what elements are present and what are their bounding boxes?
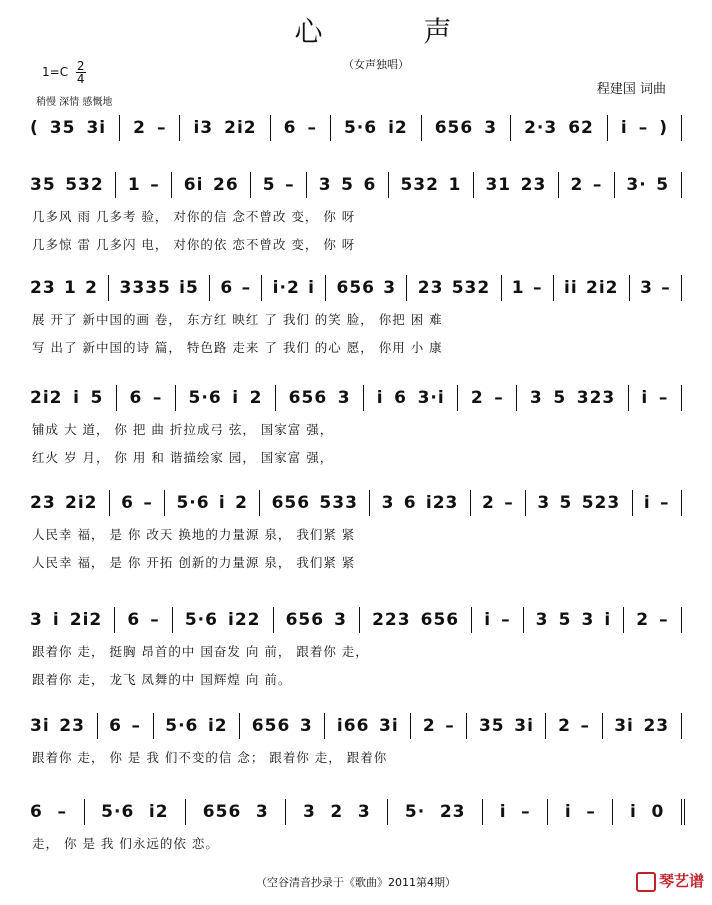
note-group: 2i2	[69, 610, 103, 630]
note-group: i	[484, 610, 492, 630]
note-group: 2	[249, 388, 263, 408]
note-group: 1	[63, 278, 77, 298]
note-group: i	[630, 802, 637, 822]
note-group: 5	[262, 175, 276, 195]
bar-line	[84, 799, 85, 825]
notes-line	[30, 378, 684, 418]
bar-line	[410, 713, 411, 739]
note-group: i2	[148, 802, 169, 822]
note-group: 5·6	[343, 118, 378, 138]
notes-line	[30, 268, 684, 308]
lyric-line: 铺成 大 道， 你 把 曲 折拉成弓 弦， 国家富 强，	[32, 422, 334, 437]
source-note: （空谷清音抄录于《歌曲》2011第4期）	[256, 876, 456, 889]
bar-line	[457, 385, 458, 411]
lyric-line: 红火 岁 月， 你 用 和 谐描绘家 园， 国家富 强，	[32, 450, 334, 465]
bar-line	[558, 172, 559, 198]
note-group: –	[660, 493, 670, 513]
note-group: (	[30, 118, 39, 138]
note-group: 6	[129, 388, 143, 408]
note-group: 31	[485, 175, 512, 195]
note-group: –	[532, 278, 543, 298]
bar-line	[164, 490, 165, 516]
song-subtitle: （女声独唱）	[343, 58, 409, 71]
staff-row	[30, 792, 684, 832]
note-group: –	[445, 716, 455, 736]
note-group: 5	[90, 388, 104, 408]
note-group: 3·i	[417, 388, 445, 408]
note-group: 2i2	[224, 118, 257, 138]
note-group: –	[638, 118, 649, 138]
lyric-line: 跟着你 走， 龙飞 凤舞的中 国辉煌 向 前。	[32, 672, 292, 687]
note-group: –	[150, 175, 160, 195]
staff-row	[30, 165, 684, 205]
bar-line	[116, 385, 117, 411]
bar-line	[681, 385, 682, 411]
note-group: 6	[394, 388, 407, 408]
bar-line	[172, 607, 173, 633]
lyric-line: 写 出了 新中国的诗 篇， 特色路 走来 了 我们 的心 愿， 你用 小 康	[32, 340, 443, 355]
note-group: 656	[434, 118, 474, 138]
bar-line	[179, 115, 180, 141]
bar-line	[275, 385, 276, 411]
note-group: 23	[30, 493, 56, 513]
note-group: 656	[251, 716, 291, 736]
note-group: –	[504, 493, 514, 513]
note-group: 3	[484, 118, 498, 138]
note-group: –	[659, 610, 669, 630]
note-group: –	[580, 716, 591, 736]
note-group: 2i2	[30, 388, 63, 408]
note-group: i	[308, 278, 315, 298]
note-group: 2	[558, 716, 571, 736]
staff-row	[30, 483, 684, 523]
note-group: 3	[299, 716, 313, 736]
bar-line	[602, 713, 603, 739]
note-group: 3i	[614, 716, 634, 736]
note-group: 532	[451, 278, 491, 298]
bar-line	[547, 799, 548, 825]
lyric-line: 人民幸 福， 是 你 开拓 创新的力量源 泉， 我们紧 紧	[32, 555, 356, 570]
note-group: ii	[564, 278, 578, 298]
note-group: 1	[511, 278, 525, 298]
note-group: –	[150, 610, 160, 630]
bar-line	[175, 385, 176, 411]
note-group: )	[659, 118, 668, 138]
time-denominator: 4	[76, 72, 85, 86]
note-group: –	[521, 802, 531, 822]
note-group: 3	[640, 278, 653, 298]
note-group: –	[285, 175, 295, 195]
note-group: –	[131, 716, 142, 736]
note-group: i	[73, 388, 80, 408]
bar-line	[607, 115, 608, 141]
bar-line	[388, 172, 389, 198]
bar-line	[261, 275, 262, 301]
notes-line	[30, 792, 684, 832]
bar-line	[285, 799, 286, 825]
notes-line	[30, 706, 684, 746]
bar-line	[324, 713, 325, 739]
bar-line	[501, 275, 502, 301]
note-group: 5·6	[101, 802, 135, 822]
note-group: 223	[372, 610, 411, 630]
notes-line	[30, 165, 684, 205]
note-group: 3	[381, 493, 395, 513]
bar-line	[306, 172, 307, 198]
bar-line	[681, 275, 682, 301]
note-group: –	[143, 493, 153, 513]
bar-line	[171, 172, 172, 198]
tempo-marking: 稍慢 深情 感慨地	[36, 97, 113, 108]
note-group: 3	[337, 388, 351, 408]
bar-line	[97, 713, 98, 739]
lyric-line: 人民幸 福， 是 你 改天 换地的力量源 泉， 我们紧 紧	[32, 527, 356, 542]
note-group: –	[494, 388, 504, 408]
bar-line	[119, 115, 120, 141]
bar-line	[516, 385, 517, 411]
song-title: 心 声	[294, 15, 498, 48]
note-group: 5	[559, 493, 573, 513]
note-group: 2	[470, 388, 484, 408]
note-group: 3335	[119, 278, 171, 298]
bar-line	[681, 713, 682, 739]
bar-line	[482, 799, 483, 825]
note-group: i2	[207, 716, 228, 736]
logo-text: 琴艺谱	[658, 872, 704, 890]
note-group: i·2	[272, 278, 300, 298]
lyric-line: 走， 你 是 我 们永远的依 恋。	[32, 836, 219, 851]
note-group: –	[586, 802, 596, 822]
note-group: 23	[30, 278, 56, 298]
lyric-line: 跟着你 走， 挺胸 昂首的中 国奋发 向 前， 跟着你 走，	[32, 644, 369, 659]
bar-line	[153, 713, 154, 739]
note-group: 5	[553, 388, 567, 408]
bar-line	[681, 607, 682, 633]
note-group: 5·	[404, 802, 426, 822]
notes-line	[30, 600, 684, 640]
bar-line	[471, 607, 472, 633]
notes-line	[30, 483, 684, 523]
note-group: 0	[651, 802, 665, 822]
notes-line	[30, 108, 684, 148]
bar-line	[109, 490, 110, 516]
note-group: 35	[49, 118, 76, 138]
note-group: i22	[228, 610, 261, 630]
key-signature	[42, 60, 86, 85]
note-group: 6	[403, 493, 417, 513]
bar-line	[239, 713, 240, 739]
bar-line	[470, 490, 471, 516]
note-group: –	[156, 118, 167, 138]
bar-line	[359, 607, 360, 633]
note-group: i5	[179, 278, 199, 298]
note-group: 533	[319, 493, 358, 513]
note-group: i	[499, 802, 507, 822]
bar-line	[632, 490, 633, 516]
note-group: 3	[318, 175, 332, 195]
note-group: 3	[334, 610, 347, 630]
note-group: 1	[127, 175, 141, 195]
note-group: 6i	[183, 175, 204, 195]
note-group: 3i	[86, 118, 107, 138]
bar-line	[330, 115, 331, 141]
note-group: –	[57, 802, 67, 822]
note-group: 35	[30, 175, 56, 195]
note-group: 656	[271, 493, 311, 513]
lyric-line: 几多风 雨 几多考 验， 对你的信 念不曾改 变， 你 呀	[32, 209, 356, 224]
note-group: 3	[581, 610, 595, 630]
note-group: i	[643, 493, 651, 513]
lyric-line: 展 开了 新中国的画 卷， 东方红 映红 了 我们 的笑 脸， 你把 困 难	[32, 312, 443, 327]
note-group: 62	[568, 118, 594, 138]
note-group: 5	[341, 175, 354, 195]
note-group: i23	[425, 493, 459, 513]
note-group: 3i	[30, 716, 50, 736]
note-group: 3	[255, 802, 269, 822]
note-group: 3	[30, 610, 43, 630]
note-group: 23	[520, 175, 547, 195]
note-group: 23	[643, 716, 670, 736]
note-group: 5	[558, 610, 572, 630]
bar-line	[628, 385, 629, 411]
note-group: 2i2	[585, 278, 619, 298]
bar-line	[614, 172, 615, 198]
note-group: 23	[439, 802, 466, 822]
bar-line	[473, 172, 474, 198]
note-group: 2	[570, 175, 584, 195]
note-group: 3i	[379, 716, 399, 736]
site-logo	[636, 870, 704, 892]
note-group: 6	[30, 802, 43, 822]
bar-line	[369, 490, 370, 516]
note-group: 532	[400, 175, 439, 195]
note-group: 1	[448, 175, 462, 195]
note-group: 6	[363, 175, 377, 195]
note-group: 2	[636, 610, 650, 630]
bar-line	[525, 490, 526, 516]
bar-line	[114, 607, 115, 633]
note-group: 6	[121, 493, 134, 513]
bar-line	[681, 799, 682, 825]
note-group: 2	[235, 493, 248, 513]
note-group: 5	[656, 175, 670, 195]
bar-line	[629, 275, 630, 301]
staff-row	[30, 268, 684, 308]
bar-line	[273, 607, 274, 633]
note-group: 6	[283, 118, 297, 138]
key-text: 1=C	[42, 65, 69, 79]
note-group: 5·6	[184, 610, 218, 630]
bar-line	[612, 799, 613, 825]
note-group: 26	[213, 175, 239, 195]
note-group: –	[658, 388, 669, 408]
note-group: 6	[127, 610, 141, 630]
bar-line	[108, 275, 109, 301]
composer-credit: 程建国 词曲	[596, 82, 666, 97]
note-group: i	[376, 388, 384, 408]
bar-line	[259, 490, 260, 516]
bar-line	[623, 607, 624, 633]
note-group: 6	[220, 278, 234, 298]
note-group: 5·6	[176, 493, 210, 513]
note-group: 23	[59, 716, 85, 736]
staff-row	[30, 706, 684, 746]
note-group: 23	[417, 278, 444, 298]
bar-line	[681, 115, 682, 141]
bar-line	[209, 275, 210, 301]
note-group: 2	[85, 278, 98, 298]
note-group: 2	[330, 802, 344, 822]
bar-line	[363, 385, 364, 411]
bar-line	[250, 172, 251, 198]
note-group: i	[564, 802, 572, 822]
note-group: 656	[288, 388, 328, 408]
note-group: i66	[336, 716, 370, 736]
bar-line	[510, 115, 511, 141]
staff-row	[30, 108, 684, 148]
note-group: –	[661, 278, 671, 298]
bar-line	[553, 275, 554, 301]
note-group: –	[241, 278, 252, 298]
note-group: 2	[422, 716, 436, 736]
lyric-line: 几多惊 雷 几多闪 电， 对你的依 恋不曾改 变， 你 呀	[32, 237, 356, 252]
note-group: –	[501, 610, 511, 630]
bar-line	[115, 172, 116, 198]
note-group: 656	[285, 610, 325, 630]
bar-line	[681, 490, 682, 516]
bar-line	[185, 799, 186, 825]
note-group: 523	[581, 493, 621, 513]
note-group: i	[604, 610, 612, 630]
note-group: 5·6	[165, 716, 199, 736]
note-group: 3	[383, 278, 397, 298]
note-group: 532	[65, 175, 104, 195]
note-group: i	[52, 610, 60, 630]
bar-line	[466, 713, 467, 739]
bar-line	[406, 275, 407, 301]
note-group: 2·3	[524, 118, 558, 138]
bar-line	[387, 799, 388, 825]
bar-line	[523, 607, 524, 633]
note-group: 3	[302, 802, 316, 822]
logo-icon	[636, 872, 656, 892]
note-group: 656	[202, 802, 242, 822]
bar-line	[545, 713, 546, 739]
note-group: i	[218, 493, 226, 513]
note-group: 2i2	[65, 493, 98, 513]
note-group: –	[307, 118, 317, 138]
note-group: 323	[576, 388, 616, 408]
time-signature	[76, 60, 86, 85]
note-group: –	[152, 388, 163, 408]
note-group: 2	[133, 118, 146, 138]
bar-line	[421, 115, 422, 141]
note-group: i3	[193, 118, 214, 138]
note-group: 5·6	[188, 388, 222, 408]
note-group: 3·	[626, 175, 647, 195]
lyric-line: 跟着你 走， 你 是 我 们不变的信 念； 跟着你 走， 跟着你	[32, 750, 388, 765]
note-group: 3	[535, 610, 549, 630]
note-group: i	[620, 118, 628, 138]
bar-line	[270, 115, 271, 141]
note-group: 3	[537, 493, 551, 513]
note-group: 3	[529, 388, 543, 408]
note-group: 3i	[514, 716, 534, 736]
note-group: 656	[420, 610, 460, 630]
bar-line	[325, 275, 326, 301]
bar-line	[681, 172, 682, 198]
note-group: i	[232, 388, 240, 408]
note-group: 35	[478, 716, 505, 736]
note-group: i2	[388, 118, 408, 138]
note-group: 2	[482, 493, 495, 513]
staff-row	[30, 378, 684, 418]
note-group: –	[592, 175, 603, 195]
note-group: 656	[336, 278, 375, 298]
time-numerator: 2	[76, 59, 85, 73]
note-group: i	[641, 388, 649, 408]
staff-row	[30, 600, 684, 640]
note-group: 3	[357, 802, 371, 822]
note-group: 6	[109, 716, 122, 736]
